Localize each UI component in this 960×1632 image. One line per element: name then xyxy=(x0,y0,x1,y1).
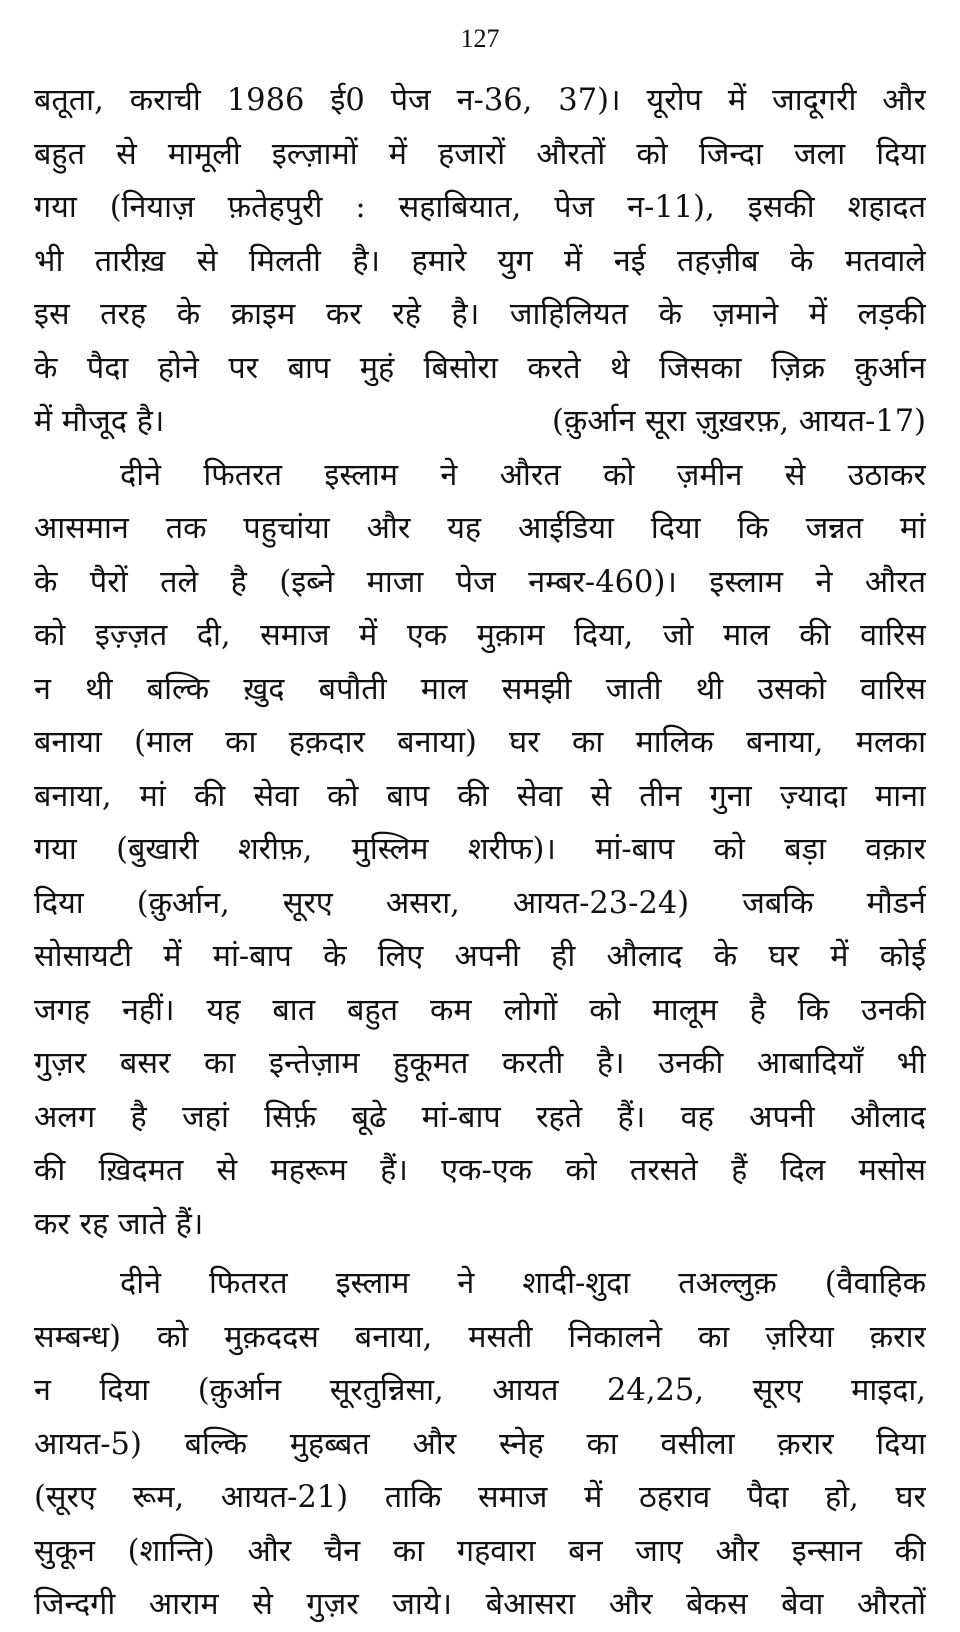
body-text xyxy=(34,74,926,1632)
paragraph-3 xyxy=(34,1257,926,1632)
quran-citation: (क़ुर्आन सूरा ज़ुख़रफ़, आयत-17) xyxy=(551,404,926,439)
text-line: न थी बल्कि ख़ुद बपौती माल समझी जाती थी उसको वारिस xyxy=(34,671,926,707)
text-line: (सूरए रूम, आयत-21) ताकि समाज में ठहराव पैदा हो, घर xyxy=(34,1480,926,1515)
text-line: सोसायटी में मां-बाप के लिए अपनी ही औलाद के घर में कोई xyxy=(34,939,926,974)
text-line: को इज़्ज़त दी, समाज में एक मुक़ाम दिया, जो माल की वारिस xyxy=(34,618,926,653)
text-fragment: में मौजूद है। xyxy=(34,404,165,439)
text-line: दिया (क़ुर्आन, सूरए असरा, आयत-23-24) जबकि मौडर्न xyxy=(34,885,926,921)
text-line: बतूता, कराची 1986 ई0 पेज न-36, 37)। यूरोप में जादूगरी और xyxy=(34,83,926,118)
text-line: की ख़िदमत से महरूम हैं। एक-एक को तरसते हैं दिल मसोस xyxy=(34,1153,926,1188)
text-line: बहुत से मामूली इल्ज़ामों में हजारों औरतों को जिन्दा जला दिया xyxy=(34,136,926,172)
text-line: बनाया (माल का हक़दार बनाया) घर का मालिक बनाया, मलका xyxy=(34,725,926,760)
text-line: के पैदा होने पर बाप मुहं बिसोरा करते थे जिसका ज़िक्र क़ुर्आन xyxy=(34,350,926,386)
text-line: सम्बन्ध) को मुक़ददस बनाया, मसती निकालने का ज़रिया क़रार xyxy=(34,1319,926,1355)
text-line: जिन्दगी आराम से गुज़र जाये। बेआसरा और बेकस बेवा औरतों xyxy=(34,1587,926,1622)
page-number: 127 xyxy=(460,24,500,53)
text-line: गया (नियाज़ फ़तेहपुरी : सहाबियात, पेज न-11), इसकी शहादत xyxy=(34,190,926,225)
text-line: आयत-5) बल्कि मुहब्बत और स्नेह का वसीला क़रार दिया xyxy=(34,1426,926,1462)
text-line: न दिया (क़ुर्आन सूरतुन्निसा, आयत 24,25, सूरए माइदा, xyxy=(34,1373,926,1408)
text-line: दीने फितरत इस्लाम ने शादी-शुदा तअल्लुक़ (वैवाहिक xyxy=(120,1266,926,1301)
text-line: गुज़र बसर का इन्तेज़ाम हुकूमत करती है। उनकी आबादियाँ भी xyxy=(34,1046,926,1081)
text-line: आसमान तक पहुचांया और यह आईडिया दिया कि जन्नत मां xyxy=(34,511,926,546)
text-line: दीने फितरत इस्लाम ने औरत को ज़मीन से उठाकर xyxy=(120,457,926,493)
text-line: के पैरों तले है (इब्ने माजा पेज नम्बर-460)। इस्लाम ने औरत xyxy=(34,564,926,600)
text-line: कर रह जाते हैं। xyxy=(34,1206,204,1242)
text-line: इस तरह के क्राइम कर रहे है। जाहिलियत के ज़माने में लड़की xyxy=(34,297,926,332)
text-line: भी तारीख़ से मिलती है। हमारे युग में नई तहज़ीब के मतवाले xyxy=(34,243,926,279)
text-line-with-citation xyxy=(34,395,926,449)
text-line: जगह नहीं। यह बात बहुत कम लोगों को मालूम है कि उनकी xyxy=(34,992,926,1028)
paragraph-1 xyxy=(34,74,926,449)
text-line: गया (बुखारी शरीफ़, मुस्लिम शरीफ)। मां-बाप को बड़ा वक़ार xyxy=(34,832,926,867)
text-line: बनाया, मां की सेवा को बाप की सेवा से तीन गुना ज़्यादा माना xyxy=(34,778,926,814)
text-line: सुकून (शान्ति) और चैन का गहवारा बन जाए और इन्सान की xyxy=(34,1533,926,1569)
text-line: अलग है जहां सिर्फ़ बूढे मां-बाप रहते हैं। वह अपनी औलाद xyxy=(34,1099,926,1135)
paragraph-2 xyxy=(34,449,926,1252)
